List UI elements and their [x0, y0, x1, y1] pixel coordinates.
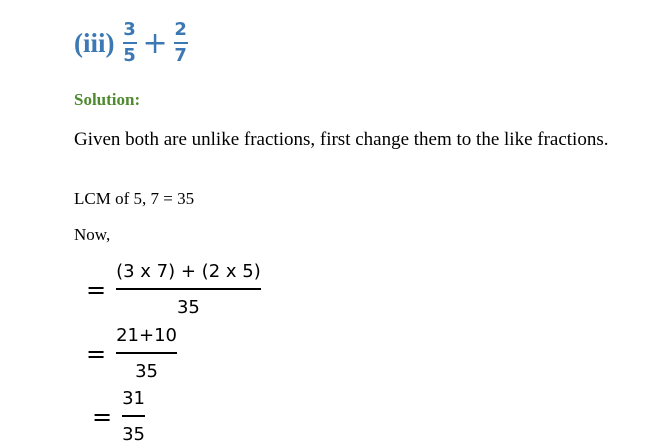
equals-sign: = [86, 339, 107, 368]
fraction-denominator: 35 [122, 423, 146, 445]
fraction-bar [122, 415, 145, 417]
fraction-bar [174, 42, 188, 44]
fraction [116, 324, 177, 384]
fraction-bar [116, 288, 261, 290]
problem-heading [74, 20, 192, 66]
fraction-bar [123, 42, 137, 44]
fraction-bar [116, 352, 177, 354]
problem-number: (iii) [74, 27, 115, 58]
fraction [116, 260, 261, 320]
lcm-text: LCM of 5, 7 = 35 [74, 189, 195, 208]
fraction-denominator: 35 [135, 360, 158, 382]
fraction-two-sevenths [174, 20, 188, 66]
fraction-denominator: 35 [176, 296, 200, 318]
fraction-numerator: 21+10 [116, 325, 177, 346]
plus-operator: + [142, 25, 168, 61]
equals-sign: = [86, 275, 107, 304]
fraction-three-fifths [123, 20, 137, 66]
explanation-text: Given both are unlike fractions, first change them to the like fractions. [74, 129, 609, 150]
equals-sign: = [92, 402, 113, 431]
fraction-numerator: 3 [123, 19, 136, 40]
fraction-denominator: 7 [174, 45, 187, 66]
equation-step-1 [86, 260, 261, 320]
solution-label: Solution: [74, 90, 141, 109]
fraction [122, 387, 145, 447]
now-text: Now, [74, 225, 111, 244]
fraction-numerator: (3 x 7) + (2 x 5) [116, 261, 261, 282]
fraction-numerator: 2 [174, 19, 187, 40]
fraction-numerator: 31 [122, 388, 146, 409]
equation-step-2 [86, 324, 177, 384]
equation-step-3 [92, 387, 145, 447]
fraction-denominator: 5 [123, 45, 136, 66]
